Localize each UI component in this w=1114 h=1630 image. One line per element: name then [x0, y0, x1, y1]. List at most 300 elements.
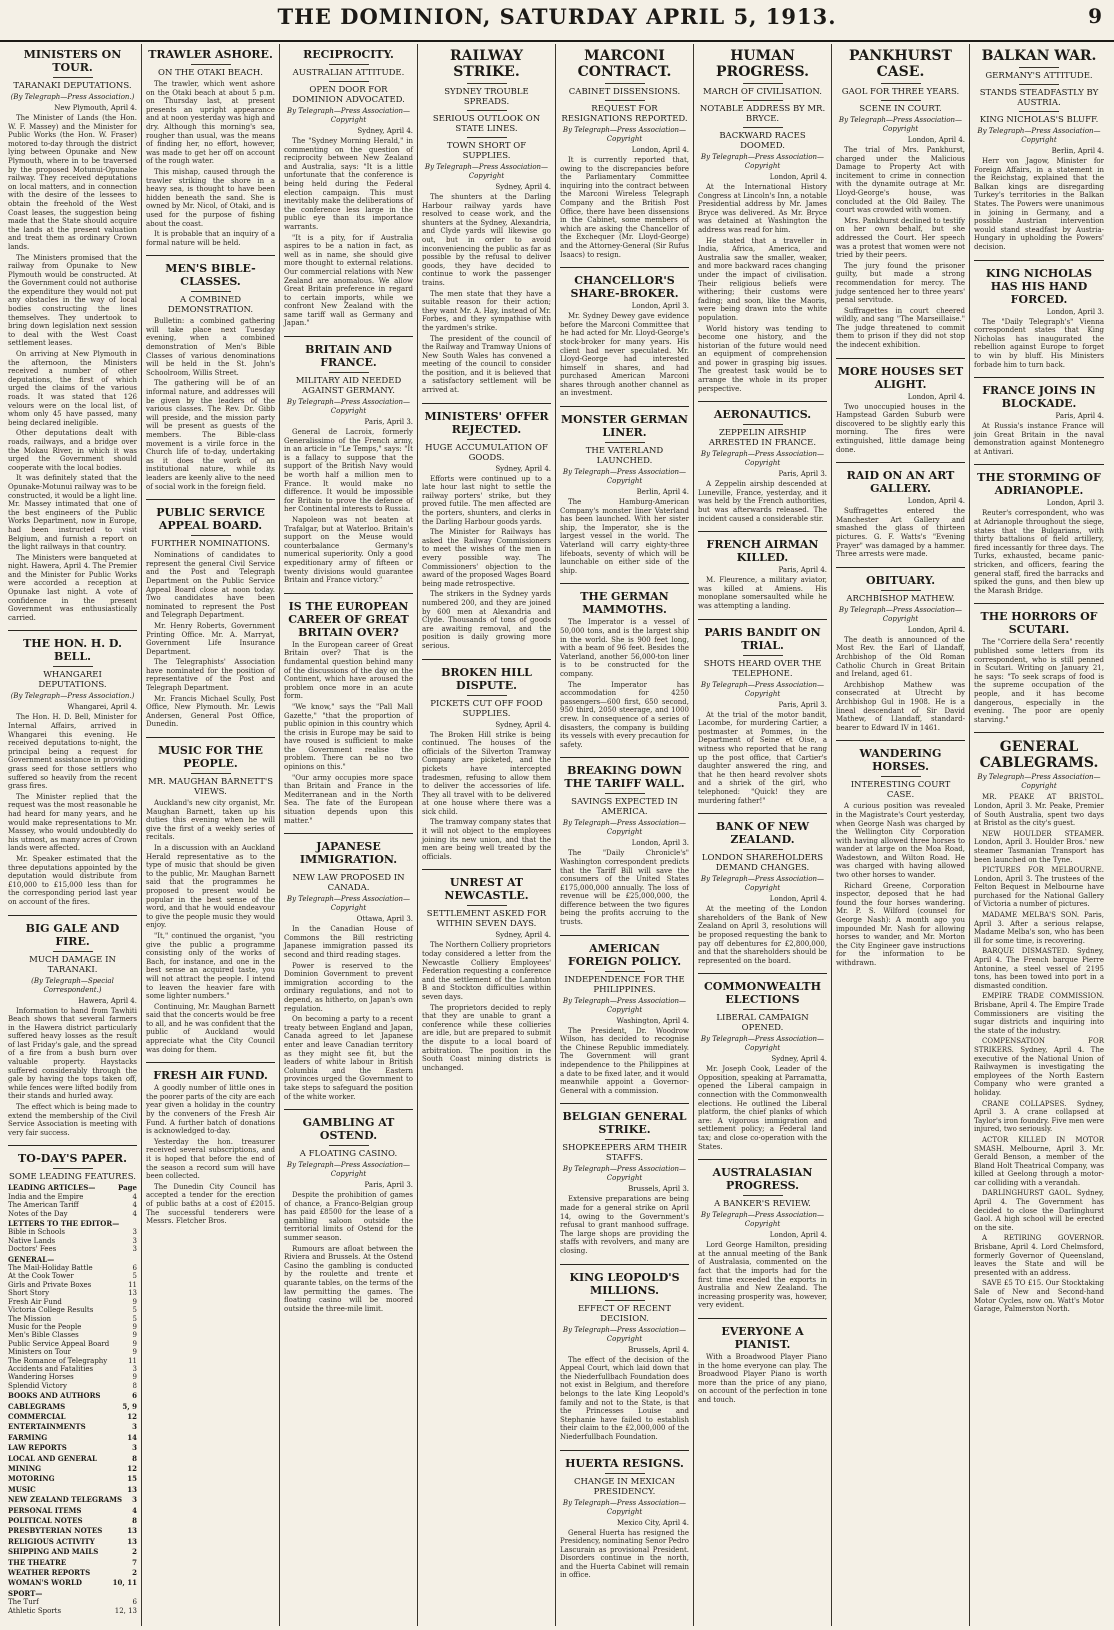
- article-body: [698, 1065, 827, 1151]
- column-8: [970, 44, 1108, 1626]
- article-body: [560, 1529, 689, 1581]
- article-divider: [560, 757, 689, 758]
- contents-page: 4: [132, 1201, 137, 1210]
- article-paragraph: The Ministers were banqueted at night. Hawera, April 4. The Premier and the Minister for Public Works were accorded a reception at Opunake last night. A vote of confidence in the present Government was enthusiastically carried.: [8, 553, 137, 622]
- article-paragraph: With a Broadwood Player Piano in the home everyone can play. The Broadwood Player Piano is worth more than the price of any piano, on account of the perfection in tone and touch.: [698, 1352, 827, 1404]
- article-paragraph: The "Sydney Morning Herald," in commenting on the question of reciprocity between New Zealand and Australia, says: "It is a little unfortunate that the conference is being held during the Federal election campaign. This must inevitably make the deliberations of the conference less large in the public eye than its importance warrants.: [284, 137, 413, 231]
- article-byline: By Telegraph—Press Association—Copyright: [286, 1161, 411, 1179]
- article-headline: MINISTERS ON TOUR.: [23, 48, 122, 74]
- contents-entry: [8, 1382, 137, 1390]
- contents-label: Girls and Private Boxes: [8, 1280, 92, 1289]
- contents-page: 5: [132, 1314, 137, 1323]
- article-subheading: LONDON SHAREHOLDERS DEMAND CHANGES.: [701, 853, 824, 874]
- contents-entry: [8, 1527, 137, 1535]
- article-dateline: Washington, April 4.: [616, 1016, 689, 1025]
- article-dateline: London, April 3.: [631, 839, 689, 848]
- article: [422, 403, 551, 651]
- article-byline: By Telegraph—Press Association—Copyright: [562, 819, 687, 837]
- deck-rule: [743, 127, 783, 128]
- article-subheading: SHOPKEEPERS ARM THEIR STAFFS.: [562, 1143, 687, 1164]
- article-headline: CHANCELLOR'S SHARE-BROKER.: [570, 274, 679, 301]
- contents-entry: [8, 1465, 137, 1473]
- article-paragraph: The President, Dr. Woodrow Wilson, has decided to recognise the Chinese Republic immediately. The Government will grant independence to the Philippines at a date to be fixed later, and it would meanwhile appoint a Governor-General with a commission.: [560, 1026, 689, 1095]
- contents-entry: [8, 1228, 137, 1236]
- article-subheading: WHANGAREI DEPUTATIONS.: [38, 670, 107, 691]
- contents-page: 10, 11: [112, 1578, 137, 1588]
- article: [974, 377, 1104, 456]
- contents-label: India and the Empire: [8, 1192, 84, 1201]
- article-paragraph: BARQUE DISMASTED. Sydney, April 4. The French barque Pierre Antonine, a steel vessel of 2195 tons, has been towed into port in a dismasted condition.: [974, 947, 1104, 990]
- contents-page: 5: [132, 1306, 137, 1315]
- deck-rule: [53, 77, 93, 78]
- contents-page: 14: [127, 1432, 137, 1442]
- deck-rule: [329, 64, 369, 65]
- article-paragraph: The president of the council of the Railway and Tramway Unions of New South Wales has convened a meeting of the council to consider the position, and it is believed that a satisfactory settlement will be arrived at.: [422, 334, 551, 395]
- contents-entry: [8, 1220, 137, 1228]
- article-headline: FRANCE JOINS IN BLOCKADE.: [982, 384, 1096, 411]
- article-headline: TO-DAY'S PAPER.: [18, 1152, 127, 1166]
- article-subheading: ARCHBISHOP MATHEW.: [846, 593, 955, 604]
- article-body: [974, 793, 1104, 1313]
- article-paragraph: "It is a pity, for if Australia aspires to be a nation in fact, as well as in name, she should give more thought to external relations. Our commercial relations with New Zealand are anomalous. We allow Great Britain preference in regard to certain imports, while we confront New Zealand with the same tariff wall as Germany and Japan.": [284, 233, 413, 328]
- article: [560, 1450, 689, 1581]
- article-body: [422, 941, 551, 1072]
- article-paragraph: The gathering will be of an informal nature, and addresses will be given by the leaders of the various classes. The Rev. Dr. Gibb will preside, and the mission party will be present as guests of the members. The Bible-class movement is a virile force in the Church life of to-day, undertaking as it does the work of an institutional nature, while its leaders are keenly alive to the need of social work in the foreign field.: [146, 379, 275, 491]
- article-subheading: A COMBINED DEMONSTRATION.: [167, 295, 254, 316]
- article-subheading: A FLOATING CASINO.: [299, 1149, 398, 1160]
- article-body: [836, 146, 965, 350]
- article-paragraph: At the trial of the motor bandit, Lacombe, for murdering Cartier, a postmaster at Pommes, in the Department of Seine et Oise, a witness who reported that he rang up the post office, that Cartier's daughter answered the ring, and that he then heard revolver shots and a shriek of the girl, who telephoned: "Quick! they are murdering father!": [698, 710, 827, 805]
- article-headline: BANK OF NEW ZEALAND.: [715, 820, 810, 847]
- article-headline: MONSTER GERMAN LINER.: [561, 413, 688, 440]
- article-headline: AERONAUTICS.: [713, 408, 812, 422]
- contents-page: 5, 9: [122, 1401, 137, 1411]
- article-body: [284, 428, 413, 585]
- deck-rule: [605, 1139, 645, 1140]
- article-paragraph: It is currently reported that, owing to the discrepancies before the Parliamentary Committee inquiring into the contract between the Marconi Wireless Telegraph Company and the British Post Office, there have been dissensions in the Cabinet, some members of which are asking the Chancellor of the Exchequer (Mr. Lloyd-George) and the Attorney-General (Sir Rufus Isaacs) to resign.: [560, 156, 689, 259]
- article-byline: By Telegraph—Press Association—Copyright: [977, 127, 1101, 144]
- contents-label: The Mail-Holiday Battle: [8, 1264, 93, 1273]
- article-paragraph: Archbishop Mathew was consecrated at Utrecht by Archbishop Gul in 1908. He is a lineal descendant of Sir David Mathew, of Llandaff, standard-bearer to Edward IV in 1461.: [836, 680, 965, 732]
- article-divider: [974, 260, 1104, 261]
- contents-page: 9: [132, 1373, 137, 1382]
- article: [560, 1103, 689, 1255]
- contents-label: MUSIC: [8, 1484, 36, 1494]
- article-body: [974, 509, 1104, 595]
- contents-label: CABLEGRAMS: [8, 1401, 66, 1411]
- contents-entry: [8, 1348, 137, 1356]
- article-byline: By Telegraph—Press Association—Copyright: [562, 1498, 687, 1516]
- article-body: [974, 157, 1104, 252]
- article-headline: FRENCH AIRMAN KILLED.: [706, 538, 819, 565]
- article-body: [836, 802, 965, 967]
- contents-label: At the Cook Tower: [8, 1272, 74, 1281]
- article-dateline: London, April 3.: [631, 302, 689, 311]
- article-divider: [284, 1109, 413, 1110]
- article-headline: PUBLIC SERVICE APPEAL BOARD.: [156, 506, 265, 533]
- contents-page: 12: [127, 1411, 137, 1421]
- article-byline: By Telegraph—Press Association—Copyright: [562, 468, 687, 486]
- article-headline: BROKEN HILL DISPUTE.: [441, 665, 532, 692]
- article-headline: RECIPROCITY.: [303, 48, 394, 61]
- article-paragraph: The effect which is being made to extend the membership of the Civil Service Association is meeting with very fair success.: [8, 1103, 137, 1137]
- contents-label: LAW REPORTS: [8, 1443, 67, 1453]
- article: [146, 255, 275, 491]
- article: [146, 1062, 275, 1226]
- deck-rule: [329, 869, 369, 870]
- article-subheading: NOTABLE ADDRESS BY MR. BRYCE.: [699, 104, 826, 124]
- article-dateline: Brussels, April 4.: [628, 1345, 689, 1354]
- article-subheading: REQUEST FOR RESIGNATIONS REPORTED.: [561, 104, 688, 124]
- contents-entry: [8, 1548, 137, 1556]
- article-subheading: CHANGE IN MEXICAN PRESIDENCY.: [573, 1476, 676, 1497]
- article-divider: [836, 462, 965, 463]
- article-paragraph: Mr. Sydney Dewey gave evidence before the Marconi Committee that he had acted for Mr. Lloyd-George's stock-broker for many years. His client had never speculated. Mr. Lloyd-George had interested himself in shares, and had purchased American Marconi shares through another channel as an investment.: [560, 312, 689, 398]
- contents-page: 7: [132, 1557, 137, 1567]
- article-body: [836, 403, 965, 455]
- article-paragraph: DARLINGHURST GAOL. Sydney, April 4. The Government has decided to close the Darlinghurst Gaol. A high school will be erected on the site.: [974, 1189, 1104, 1232]
- article-divider: [698, 973, 827, 974]
- article-divider: [560, 267, 689, 268]
- contents-page: 8: [132, 1516, 137, 1526]
- article-subheading: SYDNEY TROUBLE SPREADS.: [444, 87, 529, 107]
- deck-rule: [743, 100, 783, 101]
- article-divider: [422, 659, 551, 660]
- contents-entry: [8, 1486, 137, 1494]
- article-byline: By Telegraph—Press Association—Copyright: [562, 126, 687, 143]
- article-paragraph: Extensive preparations are being made for a general strike on April 14, owing to the Government's refusal to grant manhood suffrage. The large shops are providing the staffs with revolvers, and many are closing.: [560, 1195, 689, 1255]
- contents-page: 3: [132, 1422, 137, 1432]
- article-dateline: Paris, April 3.: [778, 700, 827, 709]
- contents-entry: [8, 1373, 137, 1381]
- article-paragraph: World history was tending to become one history, and the historian of the future would need an equipment of comprehension and power in grasping big issues. The greatest task would be to arrange the whole in its proper perspective.: [698, 324, 827, 393]
- article-paragraph: Suffragettes entered the Manchester Art Gallery and smashed the glass of thirteen pictures. G. F. Watts's "Evening Prayer" was damaged by a hammer. Three arrests were made.: [836, 507, 965, 559]
- contents-entry: [8, 1331, 137, 1339]
- article-body: [146, 80, 275, 247]
- deck-rule: [605, 442, 645, 443]
- article-byline: By Telegraph—Press Association—Copyright: [562, 1325, 687, 1343]
- article-dateline: Berlin, April 4.: [636, 488, 689, 497]
- article-paragraph: PICTURES FOR MELBOURNE. London, April 3. The trustees of the Felton Bequest in Melbourne have purchased for the National Gallery of Victoria a number of pictures.: [974, 866, 1104, 909]
- deck-rule: [329, 1145, 369, 1146]
- article-subheading: GERMANY'S ATTITUDE.: [985, 71, 1093, 81]
- article: [284, 593, 413, 825]
- article-headline: MUSIC FOR THE PEOPLE.: [158, 744, 263, 771]
- article-byline: (By Telegraph—Special Correspondent.): [31, 976, 114, 994]
- article-body: [560, 312, 689, 398]
- deck-rule: [743, 849, 783, 850]
- article: [422, 869, 551, 1072]
- article-headline: UNREST AT NEWCASTLE.: [444, 876, 529, 903]
- article-dateline: Sydney, April 4.: [771, 1055, 827, 1064]
- article-divider: [698, 813, 827, 814]
- article-dateline: Paris, April 4.: [778, 566, 827, 575]
- article-headline: FRESH AIR FUND.: [153, 1069, 268, 1083]
- deck-rule: [467, 695, 507, 696]
- article-headline: IS THE EUROPEAN CAREER OF GREAT BRITAIN OVER?: [288, 599, 409, 639]
- article-subheading: SHOTS HEARD OVER THE TELEPHONE.: [703, 658, 822, 679]
- article: [974, 603, 1104, 724]
- article-paragraph: Yesterday the hon. treasurer received several subscriptions, and it is hoped that before the end of the season a record sum will have been collected.: [146, 1137, 275, 1181]
- contents-label: MOTORING: [8, 1474, 55, 1484]
- article-subheading: HUGE ACCUMULATION OF GOODS.: [425, 442, 548, 463]
- column-2: [142, 44, 280, 1626]
- article: [284, 48, 413, 328]
- article-paragraph: The Minister for Railways has asked the Railway Commissioners to meet the wishes of the men in every possible way. The Commissioners' objection to the award of the proposed Wages Board being made retrospective.: [422, 528, 551, 588]
- contents-page: 11: [128, 1356, 137, 1365]
- contents-label: Native Lands: [8, 1236, 56, 1245]
- contents-label: POLITICAL NOTES: [8, 1516, 83, 1526]
- article-paragraph: Mrs. Pankhurst declined to testify on her own behalf, but she addressed the Court. Her speech was a protest that women were not tried by their peers.: [836, 216, 965, 260]
- article-divider: [698, 1318, 827, 1319]
- article-divider: [560, 1450, 689, 1451]
- article-headline: GENERAL CABLEGRAMS.: [979, 739, 1099, 772]
- article-paragraph: Napoleon was not beaten at Trafalgar, but at Waterloo. Britain's support on the Meuse would counterbalance Germany's numerical superiority. Only a good expeditionary army of fifteen or twenty divisions would guarantee Britain and France victory.": [284, 516, 413, 585]
- article-paragraph: The Dunedin City Council has accepted a tender for the erection of public baths at a cost of £2015. The successful tenderers were Messrs. Fletcher Bros.: [146, 1182, 275, 1226]
- contents-entry: [8, 1423, 137, 1431]
- article-paragraph: The Broken Hill strike is being continued. The houses of the officials of the Silverton Tramway Company are picketed, and the pickets have intercepted tradesmen, refusing to allow them to deliver the accessories of life. They all travel with to be delivered at one house where there was a sick child.: [422, 730, 551, 816]
- contents-page: 5: [132, 1272, 137, 1281]
- article-headline: AMERICAN FOREIGN POLICY.: [567, 941, 682, 968]
- article: [698, 1318, 827, 1405]
- article-paragraph: MADAME MELBA'S SON. Paris, April 3. After a serious relapse, Madame Melba's son, who has been ill for some time, is recovering.: [974, 911, 1104, 945]
- article-headline: THE GERMAN MAMMOTHS.: [580, 590, 669, 617]
- article-headline: JAPANESE IMMIGRATION.: [299, 840, 398, 867]
- article-paragraph: The "Daily Chronicle's" Washington correspondent predicts that the Tariff Bill will save the consumers of the United States £175,000,000 annually. The loss of revenue will be £25,000,000, the difference between the two figures being the profits accruing to the trusts.: [560, 849, 689, 927]
- article-headline: THE HON. H. D. BELL.: [23, 637, 122, 664]
- article-dateline: Sydney, April 4.: [495, 464, 551, 473]
- article-headline: BRITAIN AND FRANCE.: [305, 343, 392, 370]
- article-paragraph: Auckland's new city organist, Mr. Maughan Barnett, taken up his duties this evening when he will give the first of a weekly series of recitals.: [146, 799, 275, 842]
- article-paragraph: Mr. Speaker estimated that the three deputations appointed by the deputation would distribute from £10,000 to £15,000 less than for the corresponding period last year on account of the fires.: [8, 854, 137, 906]
- article-paragraph: Two unoccupied houses in the Hampstead Garden Suburb were discovered to be slightly early this morning. The fires were extinguished, little damage being done.: [836, 402, 965, 454]
- article-divider: [284, 336, 413, 337]
- contents-page: 11: [128, 1280, 137, 1289]
- article-body: [8, 1007, 137, 1138]
- contents-entry: [8, 1323, 137, 1331]
- article-subheading: THE VATERLAND LAUNCHED.: [585, 446, 664, 467]
- article-body: [698, 480, 827, 523]
- article-subheading: SETTLEMENT ASKED FOR WITHIN SEVEN DAYS.: [426, 909, 547, 930]
- deck-rule: [881, 100, 921, 101]
- deck-rule: [467, 83, 507, 84]
- contents-entry: [8, 1315, 137, 1323]
- contents-entry: [8, 1289, 137, 1297]
- article-paragraph: Mr. Joseph Cook, Leader of the Opposition, speaking at Parramatta, opened the Liberal campaign in connection with the Commonwealth elections. He outlined the Liberal platform, the chief planks of which are: A vigorous immigration and settlement policy; a Federal land tax; and close co-operation with the States.: [698, 1065, 827, 1151]
- article-subheading: SCENE IN COURT.: [859, 104, 942, 114]
- contents-entry: [8, 1475, 137, 1483]
- article-paragraph: The Telegraphists' Association have nominated for the position of representative of the Post and Telegraph Department.: [146, 658, 275, 693]
- article-headline: RAILWAY STRIKE.: [450, 48, 523, 80]
- article-paragraph: Reuter's correspondent, who was at Adrianople throughout the siege, states that the Bulgarians, with thirty battalions of field artillery, fired incessantly for three days. The Turks, exhausted, became panic-stricken, and officers, fearing the general staff, fired the barracks and spiked the guns, and then blew up the Marash Bridge.: [974, 509, 1104, 595]
- deck-rule: [605, 793, 645, 794]
- contents-label: Men's Bible Classes: [8, 1331, 79, 1340]
- article-divider: [698, 1159, 827, 1160]
- contents-label: Accidents and Fatalities: [8, 1364, 94, 1373]
- article-dateline: Sydney, April 4.: [495, 931, 551, 940]
- contents-label: Bible in Schools: [8, 1228, 65, 1237]
- article-dateline: London, April 4.: [769, 1231, 827, 1240]
- contents-page: 4: [132, 1505, 137, 1515]
- contents-label: The American Tariff: [8, 1201, 79, 1210]
- deck-rule: [467, 137, 507, 138]
- article-paragraph: The trial of Mrs. Pankhurst, charged under the Malicious Damage to Property Act with incitement to crime in connection with the dynamite outrage at Mr. Lloyd-George's house, was concluded at the Old Bailey. The court was crowded with women.: [836, 146, 965, 215]
- article-byline: By Telegraph—Press Association—Copyright: [700, 680, 825, 698]
- contents-page: 4: [132, 1209, 137, 1218]
- article-subheading: KING NICHOLAS'S BLUFF.: [979, 115, 1099, 125]
- article-paragraph: "We know," says the "Pall Mall Gazette," "that the proportion of public opinion in this country which the crisis in Europe may be said to have roused is sufficient to make the Government realise the problem. There can be no two opinions on this.": [284, 702, 413, 772]
- deck-rule: [53, 1168, 93, 1169]
- article-paragraph: ACTOR KILLED IN MOTOR SMASH. Melbourne, April 3. Mr. Gerald Benson, a member of the Bland Holt Theatrical Company, was killed at Geelong through a motor-car colliding with a verandah.: [974, 1135, 1104, 1187]
- article-paragraph: The Ministers promised that the railway from Opunake to New Plymouth would be constructed. At the Government could not authorise the expenditure they would not put any obstacles in the way of local bodies constructing the lines themselves. They undertook to bring down legislation next session to deal with the West Coast settlement leases.: [8, 253, 137, 348]
- contents-page: 13: [128, 1289, 137, 1298]
- contents-entry: [8, 1264, 137, 1272]
- article-paragraph: The Northern Colliery proprietors today considered a letter from the Newcastle Colliery Employees' Federation requesting a conference and the settlement of the Lambton B and Stockton difficulties within seven days.: [422, 941, 551, 1001]
- article-headline: AUSTRALASIAN PROGRESS.: [712, 1166, 813, 1193]
- contents-page: 3: [132, 1495, 137, 1505]
- deck-rule: [605, 83, 645, 84]
- contents-label: ENTERTAINMENTS: [8, 1422, 86, 1432]
- contents-page: 12, 13: [114, 1606, 137, 1615]
- contents-entry: [8, 1201, 137, 1209]
- contents-page: 12: [127, 1464, 137, 1473]
- deck-rule: [743, 1195, 783, 1196]
- contents-entry: [8, 1306, 137, 1314]
- article: [284, 833, 413, 1101]
- article-byline: By Telegraph—Press Association—Copyright: [286, 398, 411, 416]
- article-subheading: SERIOUS OUTLOOK ON STATE LINES.: [432, 114, 541, 134]
- article-paragraph: The "Corriere della Sera" recently published some letters from its correspondent, who is still penned in Scutari. Writing on January 21, he says: "To seek scraps of food is the supreme occupation of the people, and it has become dangerous, especially in the evening. The poor are openly starving.": [974, 638, 1104, 724]
- article-body: [560, 1356, 689, 1442]
- article: [560, 757, 689, 926]
- article-paragraph: The strikers in the Sydney yards numbered 200, and they are joined by 600 men at Alexandria and Clyde. Thousands of tons of goods are awaiting removal, and the position is daily growing more serious.: [422, 590, 551, 650]
- article-divider: [560, 583, 689, 584]
- article: [698, 48, 827, 393]
- article-body: [422, 193, 551, 395]
- article-paragraph: A goodly number of little ones in the poorer parts of the city are each year given a holiday in the country by the conveners of the Fresh Air Fund. A further batch of donations is acknowledged to-day.: [146, 1084, 275, 1136]
- article: [560, 583, 689, 749]
- article-subheading: TARANAKI DEPUTATIONS.: [13, 81, 132, 91]
- contents-entry: [8, 1607, 137, 1615]
- article-paragraph: General de Lacroix, formerly Generalissimo of the French army, in an article in "Le Temps," says: "It is a fallacy to suppose that the support of the British Navy would be worth half a million men to France. It would make no difference. It would be impossible for Britain to prove the defence of her Continental interests to Russia.: [284, 428, 413, 514]
- article-paragraph: A Zeppelin airship descended at Luneville, France, yesterday, and it was held by the French authorities, but was afterwards released. The incident caused a considerable stir.: [698, 480, 827, 523]
- article-paragraph: At the International History Congress at Lincoln's Inn, a notable Presidential address by Mr. James Bryce was delivered. As Mr. Bryce was detained at Washington the address was read for him.: [698, 183, 827, 234]
- article-paragraph: "It," continued the organist, "you give the public a programme consisting only of the works of Bach, for instance, and one in the best sense an acquired taste, you will not attract the people. I intend to leaven the heavier fare with some lighter numbers.": [146, 931, 275, 1001]
- contents-label: Victoria College Results: [8, 1306, 94, 1315]
- deck-rule: [605, 971, 645, 972]
- contents-entry: [8, 1538, 137, 1546]
- contents-label: The Romance of Telegraphy: [8, 1356, 108, 1365]
- article-byline: (By Telegraph—Press Association.): [10, 93, 135, 101]
- deck-rule: [191, 64, 231, 65]
- article-paragraph: The Hon. H. D. Bell, Minister for Internal Affairs, arrived in Whangarei this evening. He received deputations to-night, the principal being a request for Government assistance in providing grass seed for those settlers who suffered so heavily from the recent grass fires.: [8, 713, 137, 791]
- article-dateline: London, April 3.: [1046, 499, 1104, 508]
- article-subheading: NEW LAW PROPOSED IN CANADA.: [292, 873, 405, 894]
- contents-label: Public Service Appeal Board: [8, 1339, 110, 1348]
- article: [836, 567, 965, 733]
- article-paragraph: The Imperator has accommodation for 4250 passengers—600 first, 650 second, 950 third, 2050 steerage, and 1000 crew. In consequence of a series of disasters, the company is building its vessels with every precaution for safety.: [560, 680, 689, 749]
- article-subheading: SAVINGS EXPECTED IN AMERICA.: [571, 797, 678, 818]
- article-paragraph: SAVE £5 TO £15. Our Stocktaking Sale of New and Second-hand Motor Cycles, now on. Watt's Motor Garage, Palmerston North.: [974, 1279, 1104, 1314]
- article-body: [974, 422, 1104, 456]
- article-dateline: Paris, April 3.: [778, 470, 827, 479]
- article-headline: COMMONWEALTH ELECTIONS: [703, 980, 821, 1007]
- article-body: [146, 1084, 275, 1226]
- contents-page: 13: [127, 1536, 137, 1546]
- deck-rule: [1019, 67, 1059, 68]
- article-paragraph: Lord George Hamilton, presiding at the annual meeting of the Bank of Australasia, commented on the fact that the imports had for the first time exceeded the exports in Australia and New Zealand. The increasing prosperity was, however, very evident.: [698, 1241, 827, 1310]
- page-number: 9: [1088, 4, 1102, 28]
- contents-label: Notes of the Day: [8, 1209, 68, 1218]
- article-headline: MARCONI CONTRACT.: [577, 48, 672, 80]
- article: [8, 1145, 137, 1615]
- deck-rule: [191, 535, 231, 536]
- article-body: [284, 1191, 413, 1313]
- article-divider: [974, 732, 1104, 733]
- contents-label: Wandering Horses: [8, 1373, 74, 1382]
- article-paragraph: Mr. Henry Roberts, Government Printing Office. Mr. A. Marryat, Government Life Insurance Department.: [146, 621, 275, 656]
- article-subheading: CABINET DISSENSIONS.: [568, 87, 681, 97]
- contents-entry: [8, 1559, 137, 1567]
- article: [560, 1264, 689, 1442]
- article-body: [146, 799, 275, 1054]
- article-paragraph: EMPIRE TRADE COMMISSION. Brisbane, April 4. The Empire Trade Commissioners are visiting the sugar districts and inquiring into the state of the industry.: [974, 992, 1104, 1035]
- article: [836, 740, 965, 967]
- article-subheading: BACKWARD RACES DOOMED.: [719, 131, 806, 151]
- article-paragraph: COMPENSATION FOR STRIKERS. Sydney, April 4. The executive of the National Union of Railwaymen is investigating the employees of the North Eastern Company who were granted a holiday.: [974, 1037, 1104, 1097]
- article-headline: BREAKING DOWN THE TARIFF WALL.: [564, 764, 685, 791]
- article-body: [698, 183, 827, 393]
- contents-label: RELIGIOUS ACTIVITY: [8, 1536, 95, 1546]
- article-paragraph: He stated that a traveller in India, Africa, America, and Australia saw the smaller, weaker, and more backward races changing under the impact of civilisation. Their religious beliefs were withering; their customs were fading; and soon, like the Maoris, were being drawn into the white population.: [698, 236, 827, 322]
- contents-entry: [8, 1340, 137, 1348]
- column-1: [4, 44, 142, 1626]
- article-headline: OBITUARY.: [865, 573, 936, 587]
- contents-entry: [8, 1413, 137, 1421]
- article-divider: [146, 499, 275, 500]
- deck-rule: [467, 905, 507, 906]
- article-paragraph: The effect of the decision of the Appeal Court, which laid down that the Niederfullbach Foundation does not exist in Belgium, and therefore belongs to the late King Leopold's family and not to the State, is that the Princesses Louise and Stephanie have failed to establish their claim to the £2,000,000 of the Niederfullbach Foundation.: [560, 1355, 689, 1441]
- contents-entry: [8, 1365, 137, 1373]
- article-headline: EVERYONE A PIANIST.: [721, 1324, 804, 1351]
- deck-rule: [53, 666, 93, 667]
- contents-entry: [8, 1237, 137, 1245]
- article-byline: By Telegraph—Press Association—Copyright: [562, 1165, 687, 1183]
- article-headline: MORE HOUSES SET ALIGHT.: [837, 364, 964, 391]
- article-body: [698, 576, 827, 610]
- contents-page: 4: [132, 1192, 137, 1201]
- article: [146, 48, 275, 247]
- article-dateline: Paris, April 3.: [364, 1181, 413, 1190]
- article-dateline: Paris, April 3.: [364, 418, 413, 427]
- article-paragraph: This mishap, caused through the trawler striking the shore in a heavy sea, is thought to have been hidden beneath the sand. She is owned by Mr. Nicol, of Otaki, and is used for the purpose of fishing about the coast.: [146, 167, 275, 228]
- contents-page: 9: [132, 1297, 137, 1306]
- contents-entry: [8, 1245, 137, 1253]
- article-divider: [284, 593, 413, 594]
- article-paragraph: The tramway company states that it will not object to the employees joining its new union, and that the men are being well treated by the officials.: [422, 818, 551, 861]
- article: [974, 732, 1104, 1313]
- deck-rule: [191, 773, 231, 774]
- article: [284, 1109, 413, 1313]
- article-dateline: London, April 4.: [631, 146, 689, 154]
- article-body: [698, 711, 827, 806]
- deck-rule: [605, 100, 645, 101]
- contents-label: SPORT—: [8, 1588, 43, 1598]
- article-paragraph: In the Canadian House of Commons the Bill restricting Japanese immigration passed its second and third reading stages.: [284, 925, 413, 959]
- article-subheading: INDEPENDENCE FOR THE PHILIPPINES.: [564, 974, 685, 995]
- article-headline: KING LEOPOLD'S MILLIONS.: [569, 1270, 680, 1297]
- contents-entry: [8, 1357, 137, 1365]
